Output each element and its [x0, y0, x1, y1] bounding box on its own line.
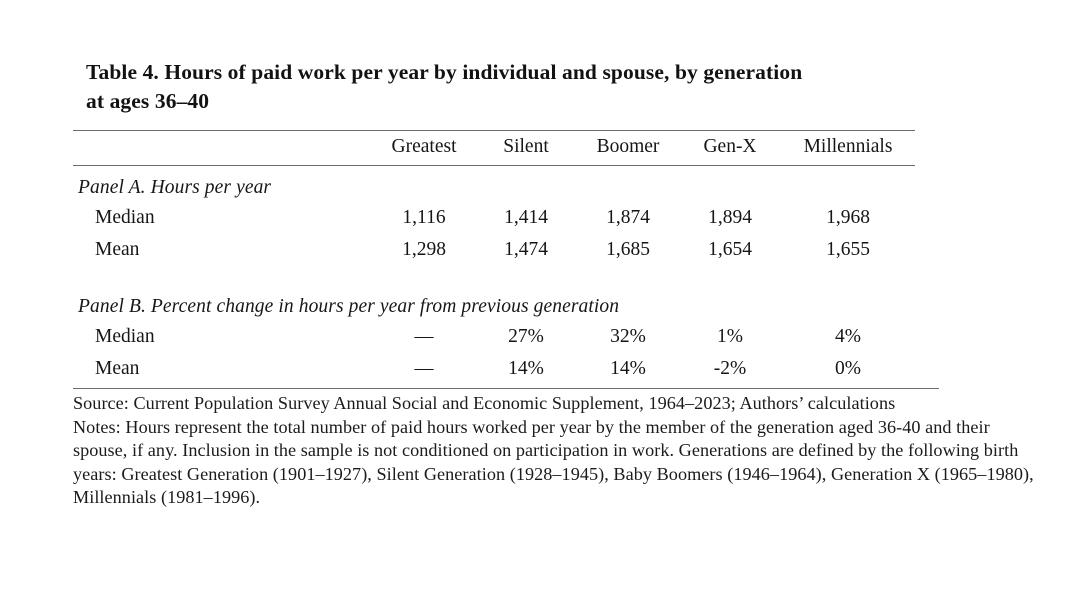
cell-b-median-greatest: — [414, 326, 434, 348]
cell-a-median-boomer: 1,874 [606, 207, 650, 229]
panel-heading-row-b [73, 266, 915, 321]
cell-b-mean-greatest: — [414, 358, 434, 380]
cell-a-mean-silent: 1,474 [504, 239, 548, 261]
row-label-mean-a: Mean [95, 239, 140, 261]
table-notes-line: Notes: Hours represent the total number of paid hours worked per year by the member of the generation aged 36-40 and their spouse, if any. Inclusion in the sample is not conditioned on participation in work. Generations are defined by the following birth years: Greatest Generation (1901–1927), Silent Generation (1928–1945), Baby Boomers (1946–1964), Generation X (1965–1980), Millennials (1981–1996). [73, 416, 1034, 508]
cell-b-mean-silent: 14% [508, 358, 544, 380]
cell-a-median-millennials: 1,968 [826, 207, 870, 229]
row-label-median-a: Median [95, 207, 155, 229]
table-figure [73, 58, 1039, 509]
table-bottom-rule [73, 388, 939, 389]
table-notes-block [73, 392, 1036, 509]
cell-a-median-genx: 1,894 [708, 207, 752, 229]
cell-a-median-silent: 1,414 [504, 207, 548, 229]
cell-b-median-millennials: 4% [835, 326, 861, 348]
column-header-greatest: Greatest [373, 131, 475, 166]
cell-a-mean-greatest: 1,298 [402, 239, 446, 261]
table-row [73, 202, 915, 234]
table-source-line: Source: Current Population Survey Annual Social and Economic Supplement, 1964–2023; Authors’ calculations [73, 393, 896, 414]
panel-heading-row-a [73, 166, 915, 203]
column-header-millennials: Millennials [781, 131, 915, 166]
table-row [73, 234, 915, 266]
cell-b-mean-genx: -2% [713, 358, 747, 380]
column-header-boomer: Boomer [577, 131, 679, 166]
panel-b-heading: Panel B. Percent change in hours per year from previous generation [78, 296, 620, 318]
cell-b-mean-millennials: 0% [835, 358, 861, 380]
table-title: Table 4. Hours of paid work per year by individual and spouse, by generation at ages 36–40 [86, 60, 803, 114]
row-label-median-b: Median [95, 326, 155, 348]
column-header-silent: Silent [475, 131, 577, 166]
cell-a-mean-boomer: 1,685 [606, 239, 650, 261]
column-header-label [73, 131, 373, 166]
data-table [73, 130, 915, 385]
cell-a-median-greatest: 1,116 [402, 207, 446, 229]
column-header-genx: Gen-X [679, 131, 781, 166]
panel-a-heading: Panel A. Hours per year [78, 177, 272, 199]
cell-b-median-silent: 27% [508, 326, 544, 348]
table-header-row [73, 131, 915, 166]
cell-b-median-boomer: 32% [610, 326, 646, 348]
cell-a-mean-millennials: 1,655 [826, 239, 870, 261]
table-row [73, 321, 915, 353]
cell-a-mean-genx: 1,654 [708, 239, 752, 261]
table-row [73, 353, 915, 385]
row-label-mean-b: Mean [95, 358, 140, 380]
cell-b-mean-boomer: 14% [610, 358, 646, 380]
cell-b-median-genx: 1% [717, 326, 743, 348]
